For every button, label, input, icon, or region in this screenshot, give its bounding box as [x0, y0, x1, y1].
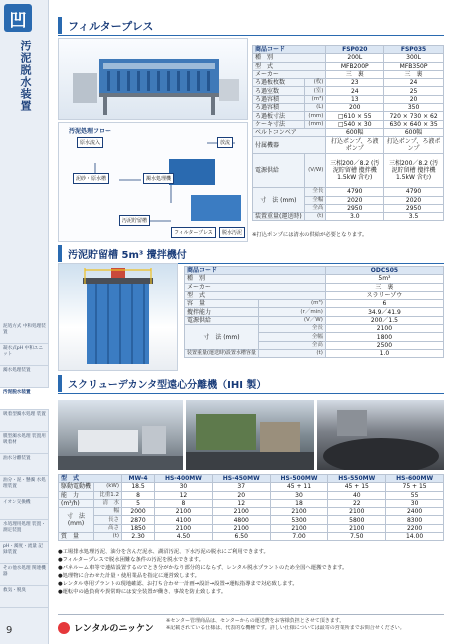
- category-item[interactable]: pH・濁度・流量 記録装置: [0, 542, 49, 564]
- centrifuge-photo-2: [186, 400, 314, 470]
- table-row: 質 量 (t) 2.30 4.50 6.50 7.00 7.50 14.00: [59, 533, 444, 541]
- table-row: ろ過容積 (m³) 13 20: [253, 95, 444, 103]
- footer: [58, 614, 444, 640]
- centrifuge-photo-1: [58, 400, 183, 470]
- note-line: ●運転中の過負荷や異常時には安全装置が働き、事故を防止致します。: [58, 589, 227, 595]
- table-row: 電源供給 (V/W) 三相200／8.2 (汚泥貯留槽 攪拌機 1.5kW 含む) 三相200／8.2 (汚泥貯留槽 攪拌機 1.5kW 含む): [253, 154, 444, 188]
- table-row: 種 別 200L 300L: [253, 54, 444, 62]
- table-row: ろ過容積 (L) 200 350: [253, 104, 444, 112]
- sludge-flow-diagram: [58, 122, 248, 242]
- flow-node: 脱水汚泥: [219, 227, 245, 238]
- filter-press-spec-table: [252, 45, 444, 221]
- table-row: 寸 法 (mm) 幅 2000 2100 2100 2100 2100 2400: [59, 508, 444, 516]
- category-item[interactable]: 膜型濁水処理 装置用吸着材: [0, 432, 49, 454]
- section-title-centrifuge: スクリューデカンタ型遠心分離機（IHI 製）: [58, 375, 266, 392]
- category-item[interactable]: 水処理用処理 装置・測定装置: [0, 520, 49, 542]
- table-row: 全幅 2020 2020: [253, 196, 444, 204]
- note-line: ●フィルタープレスで脱水困難な条件の汚泥を脱水できます。: [58, 557, 204, 563]
- table-row: 商品コード FSP020 FSP035: [253, 46, 444, 54]
- brand-logo: [58, 621, 154, 634]
- flow-node: 濁水処理機: [143, 173, 174, 184]
- table-row: 種 別 5m³: [185, 275, 444, 283]
- section-title-sludge-tank: 汚泥貯留槽 5m³ 攪拌機付: [58, 245, 187, 262]
- category-item[interactable]: 泥処方式 中和処理装置: [0, 322, 49, 344]
- table-row: ろ過室数 (室) 24 25: [253, 87, 444, 95]
- table-row: 能 力 比重1.2 8 12 20 30 40 55: [59, 491, 444, 499]
- flow-title: 汚泥処理フロー: [69, 128, 112, 135]
- flow-node: 放流: [217, 137, 233, 148]
- centrifuge-photo-3: [317, 400, 444, 470]
- sidebar-title: 汚泥脱水装置: [19, 40, 32, 112]
- table-row: 寸 法 (mm) 全長 2100: [185, 325, 444, 333]
- brand-mark-icon: [58, 622, 70, 634]
- category-item[interactable]: 濁水処理装置: [0, 366, 49, 388]
- table-row: 全高 2500: [185, 341, 444, 349]
- table-row: 型 式 スラリーゾウ: [185, 291, 444, 299]
- category-item[interactable]: 凝水式pH 中和ユニット: [0, 344, 49, 366]
- table-row: 装置重量(運送時)設置水槽容量 (t) 1.0: [185, 349, 444, 357]
- table-row: 装置重量(運送時) (t) 3.0 3.5: [253, 213, 444, 221]
- footer-note: ※センター管理商品は、センターからの運送費をお客様負担とさせて頂きます。: [166, 618, 345, 624]
- footer-notes: [166, 618, 442, 632]
- footer-note: ※記載されている仕様は、代表的な機種です。詳しい仕様については最寄の営業所までお問合せください。: [166, 625, 405, 631]
- category-item[interactable]: イオン交換機: [0, 498, 49, 520]
- filter-press-note: ※打込ポンプには清水の供給が必要となります。: [252, 232, 368, 238]
- centrifuge-notes: [58, 548, 444, 596]
- table-row: 付属機器 打込ポンプ、ろ液ポンプ 打込ポンプ、ろ液ポンプ: [253, 137, 444, 154]
- sidebar: [0, 0, 49, 644]
- table-row: 全幅 1800: [185, 333, 444, 341]
- category-item[interactable]: 吸着型濁水処理 装置: [0, 410, 49, 432]
- flow-node: 原水流入: [77, 137, 103, 148]
- table-row: 高さ 1850 2100 2100 2100 2100 2200: [59, 524, 444, 532]
- page-number: 9: [6, 625, 13, 636]
- table-row: 容 量 (m³) 6: [185, 300, 444, 308]
- category-item[interactable]: その他水処理 関連機器: [0, 564, 49, 586]
- flow-node: 汚泥貯留槽: [119, 215, 150, 226]
- table-row: ろ過板寸法 (mm) □610 × 55 720 × 730 × 62: [253, 112, 444, 120]
- category-item[interactable]: 油分・泥・懸濁 水処理装置: [0, 476, 49, 498]
- section-title-filter-press: フィルタープレス: [58, 17, 153, 34]
- section-divider: [58, 393, 444, 394]
- section-divider: [58, 35, 444, 36]
- note-line: ●レンタル専用プラントの現地確認、お打ち合わせ一計画→設計→設置→運転指導まで対応致します。: [58, 581, 298, 587]
- category-item[interactable]: 救気・脱臭: [0, 586, 49, 608]
- sludge-tank-photo: [58, 263, 178, 371]
- table-header-row: 型 式 MW-4 HS-400MW HS-450MW HS-500MW HS-550MW HS-600MW: [59, 475, 444, 483]
- table-row: 電源供給 (V／W) 200／1.5: [185, 316, 444, 324]
- flow-node: フィルタープレス: [171, 227, 216, 238]
- table-row: 駆動電動機 (kW) 18.5 30 37 45 + 11 45 + 15 75 + 15: [59, 483, 444, 491]
- category-item-active[interactable]: 汚泥脱水装置: [0, 388, 49, 410]
- centrifuge-spec-table: [58, 474, 444, 541]
- table-row: ベルトコンベア 600幅 600幅: [253, 128, 444, 136]
- table-row: 攪拌能力 (r／min) 34.9／41.9: [185, 308, 444, 316]
- table-row: 全高 2950 2950: [253, 204, 444, 212]
- table-row: メーカー 三 裏: [185, 283, 444, 291]
- note-line: ●処理物に合わせた計量・使用業品を指定に運営致します。: [58, 573, 200, 579]
- table-row: (m³/h) 清 水 5 8 12 18 22 30: [59, 499, 444, 507]
- category-item[interactable]: 油水分離装置: [0, 454, 49, 476]
- filter-press-photo: [58, 38, 248, 120]
- table-row: 寸 法 (mm) 全長 4790 4790: [253, 188, 444, 196]
- flow-node: 泥砂・原水槽: [73, 173, 109, 184]
- category-logo-icon: 凹: [4, 4, 32, 32]
- table-row: ろ過板枚数 (枚) 23 24: [253, 79, 444, 87]
- table-row: ケーキ寸法 (mm) □540 × 30 630 × 640 × 35: [253, 120, 444, 128]
- table-row: メーカー 三 裏 三 裏: [253, 70, 444, 78]
- table-row: 型 式 MFB200P MFB350P: [253, 62, 444, 70]
- table-row: 商品コード ODCS05: [185, 267, 444, 275]
- brand-name: レンタルのニッケン: [74, 624, 154, 634]
- note-line: ●パネルーム車等で連結設置するのでとき分がかなり部分的にならず、レンタル脱水プラントのため全国へ運搬できます。: [58, 565, 348, 571]
- note-line: ●工場排水処理汚泥、油分を含んだ泥水、湖沼汚泥、下水汚泥の脱水にご利用できます。: [58, 549, 269, 555]
- table-row: 長さ 2870 4100 4800 5300 5800 8300: [59, 516, 444, 524]
- sludge-tank-spec-table: [184, 266, 444, 358]
- category-list: [0, 322, 49, 608]
